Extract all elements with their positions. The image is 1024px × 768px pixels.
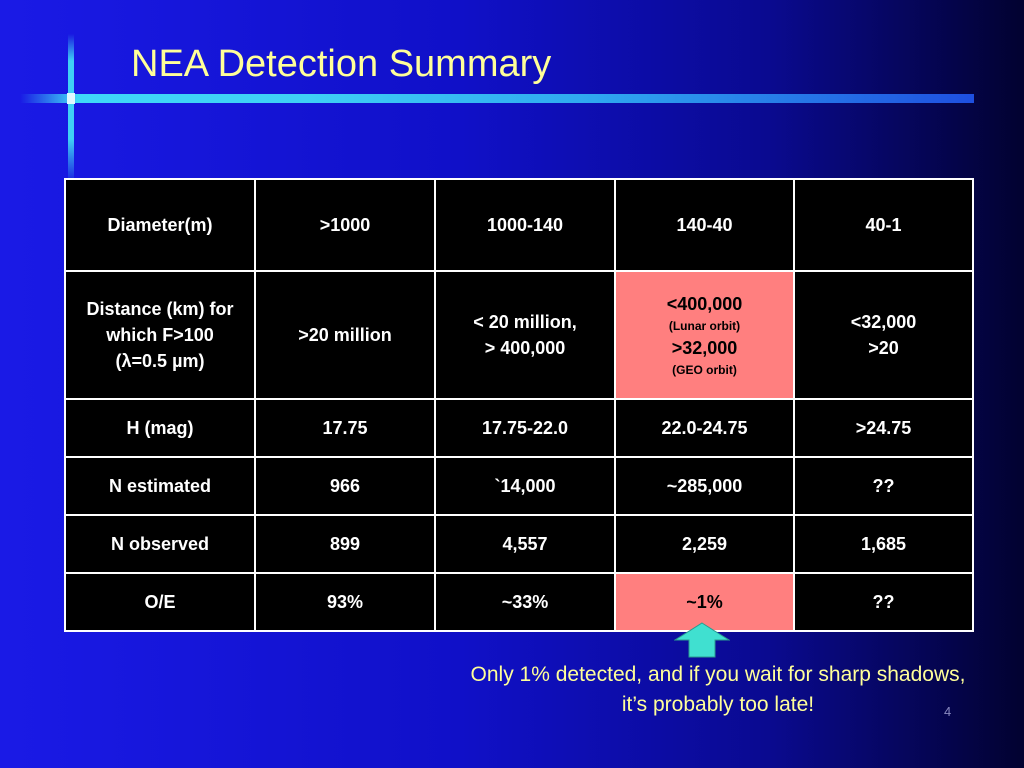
distance-label-wavelength: (λ=0.5 µm) xyxy=(115,351,205,372)
row-label-n-estimated: N estimated xyxy=(65,457,255,515)
cell-line: >20 xyxy=(868,338,899,358)
table-cell: 2,259 xyxy=(615,515,794,573)
row-label-o-e: O/E xyxy=(65,573,255,631)
table-cell: 17.75-22.0 xyxy=(435,399,615,457)
table-row xyxy=(65,399,973,457)
decorative-bar-junction xyxy=(67,93,75,104)
cell-line: <400,000 xyxy=(666,293,743,314)
detection-summary-table xyxy=(64,178,974,632)
table-cell: `14,000 xyxy=(435,457,615,515)
table-cell: >20 million xyxy=(255,271,435,399)
table-row xyxy=(65,573,973,631)
table-cell: 17.75 xyxy=(255,399,435,457)
row-label-n-observed: N observed xyxy=(65,515,255,573)
row-label-distance xyxy=(65,271,255,399)
table-cell xyxy=(435,271,615,399)
table-cell: 140-40 xyxy=(615,179,794,271)
cell-line: > 400,000 xyxy=(484,338,566,358)
cell-subnote: (Lunar orbit) xyxy=(668,319,741,333)
distance-label-text: Distance (km) for which F>100 xyxy=(86,298,234,345)
table-cell: 4,557 xyxy=(435,515,615,573)
table-row xyxy=(65,515,973,573)
table-cell: 1,685 xyxy=(794,515,973,573)
table-row xyxy=(65,457,973,515)
row-label-diameter: Diameter(m) xyxy=(65,179,255,271)
table-cell: ?? xyxy=(794,457,973,515)
slide-title: NEA Detection Summary xyxy=(131,43,552,85)
page-number: 4 xyxy=(944,704,952,719)
table-cell: 899 xyxy=(255,515,435,573)
highlighted-cell-oe: ~1% xyxy=(615,573,794,631)
highlighted-cell-distance xyxy=(615,271,794,399)
up-arrow-icon xyxy=(674,622,730,658)
decorative-horizontal-bar xyxy=(20,94,974,103)
decorative-vertical-bar xyxy=(68,34,74,184)
table-row xyxy=(65,271,973,399)
table-cell: 966 xyxy=(255,457,435,515)
cell-subnote: (GEO orbit) xyxy=(672,363,737,378)
table-cell: ~285,000 xyxy=(615,457,794,515)
table-cell: >1000 xyxy=(255,179,435,271)
table-cell: >24.75 xyxy=(794,399,973,457)
cell-line: >32,000 xyxy=(671,338,738,358)
callout-note: Only 1% detected, and if you wait for sharp shadows, it’s probably too late! xyxy=(470,663,966,716)
table-cell: ?? xyxy=(794,573,973,631)
table-cell: ~33% xyxy=(435,573,615,631)
table-cell: 1000-140 xyxy=(435,179,615,271)
table-cell: 40-1 xyxy=(794,179,973,271)
table-row xyxy=(65,179,973,271)
row-label-h-mag: H (mag) xyxy=(65,399,255,457)
cell-line: <32,000 xyxy=(850,311,917,332)
table-cell: 93% xyxy=(255,573,435,631)
table-cell: 22.0-24.75 xyxy=(615,399,794,457)
cell-line: < 20 million, xyxy=(473,311,577,332)
table-cell xyxy=(794,271,973,399)
